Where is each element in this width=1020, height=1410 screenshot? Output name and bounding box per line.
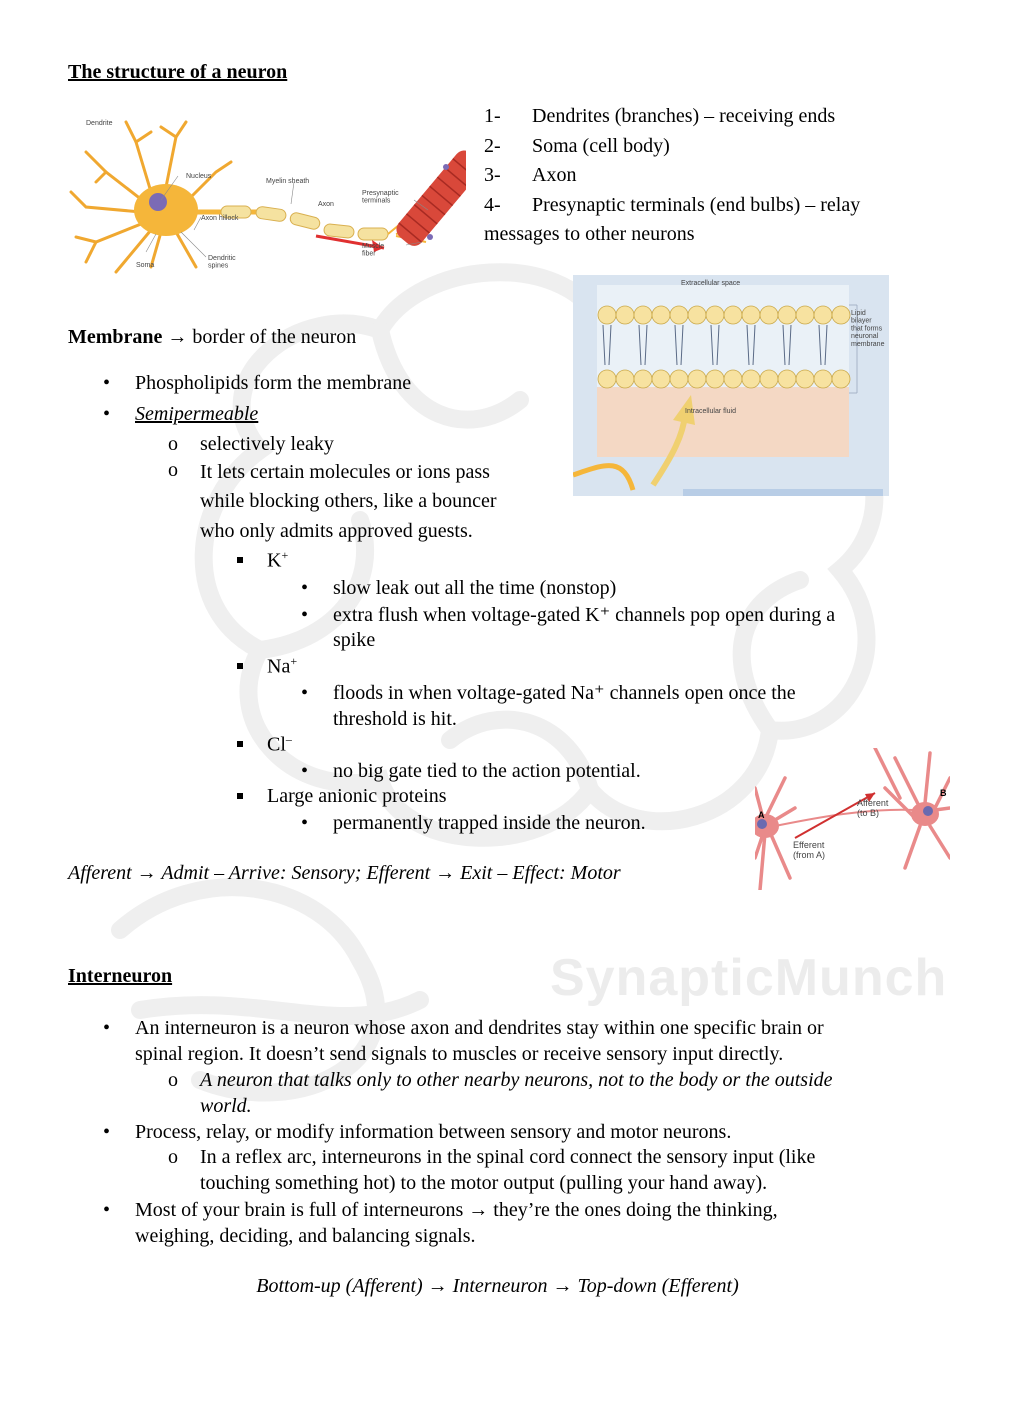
arrow-icon: → xyxy=(167,326,188,348)
list-item: • Semipermeable xyxy=(135,402,565,428)
label-soma: Soma xyxy=(136,262,155,269)
square-bullet-icon xyxy=(237,557,243,563)
list-item: 2- Soma (cell body) xyxy=(484,134,670,157)
interneuron-b2 xyxy=(103,1120,915,1146)
label-afferent: Afferent (to B) xyxy=(857,798,889,818)
bullet-icon: • xyxy=(301,760,309,782)
membrane-def: border of the neuron xyxy=(192,326,357,348)
label-presynaptic: Presynaptic terminals xyxy=(362,190,399,205)
circle-bullet-icon: o xyxy=(168,1069,178,1091)
bullet-icon: • xyxy=(103,1017,111,1039)
membrane-bullets xyxy=(103,371,565,427)
list-item: 3- Axon xyxy=(484,164,577,186)
label-nucleus: Nucleus xyxy=(186,173,212,180)
list-item: • Process, relay, or modify information between sensory and motor neurons. xyxy=(135,1120,915,1146)
membrane-term: Membrane xyxy=(68,326,163,348)
list-item-continuation: messages to other neurons xyxy=(484,223,695,245)
page-title: The structure of a neuron xyxy=(68,61,288,83)
label-a: A xyxy=(758,810,765,820)
list-item: • slow leak out all the time (nonstop) xyxy=(333,576,913,602)
bullet-icon: • xyxy=(103,372,111,394)
square-bullet-icon xyxy=(237,793,243,799)
circle-bullet-icon: o xyxy=(168,1146,178,1168)
neuron-structure-figure xyxy=(66,112,466,277)
list-item: o selectively leaky xyxy=(200,432,560,458)
watermark-text: SynapticMunch xyxy=(550,949,948,1007)
ion-cl: Cl– xyxy=(267,732,292,758)
information-flow: Bottom-up (Afferent) → Interneuron → Top-down (Efferent) xyxy=(256,1275,739,1297)
interneuron-b1-sub xyxy=(168,1068,920,1119)
label-b: B xyxy=(940,788,947,798)
list-item: • floods in when voltage-gated Na⁺ channels open once the threshold is hit. xyxy=(301,682,796,730)
list-item: • permanently trapped inside the neuron. xyxy=(333,811,833,837)
membrane-figure xyxy=(573,275,889,496)
bullet-icon: • xyxy=(103,1199,111,1221)
afferent-efferent-mnemonic: Afferent → Admit – Arrive: Sensory; Efferent → Exit – Effect: Motor xyxy=(68,862,621,884)
bullet-icon: • xyxy=(103,402,111,425)
label-dendritic: Dendritic spines xyxy=(208,255,236,270)
list-item: 4- Presynaptic terminals (end bulbs) – relay xyxy=(484,193,861,216)
label-axon-hillock: Axon hillock xyxy=(201,215,239,222)
interneuron-b3 xyxy=(103,1198,915,1249)
list-item: 1- Dendrites (branches) – receiving ends xyxy=(484,105,836,127)
list-item: • Most of your brain is full of interneurons → they’re the ones doing the thinking, weighing, deciding, and balancing signals. xyxy=(103,1199,778,1247)
label-intracellular: Intracellular fluid xyxy=(685,408,736,415)
interneuron-b2-sub xyxy=(168,1145,920,1196)
square-bullet-icon xyxy=(237,741,243,747)
square-bullet-icon xyxy=(237,663,243,669)
interneuron-b1 xyxy=(103,1016,915,1067)
label-lipid-bilayer: Lipid bilayer that forms neuronal membrane xyxy=(851,310,885,348)
label-myelin: Myelin sheath xyxy=(266,178,310,185)
label-muscle: Muscle fiber xyxy=(362,243,385,258)
afferent-efferent-figure xyxy=(755,748,950,890)
circle-bullet-icon: o xyxy=(168,433,178,455)
list-item: o It lets certain molecules or ions pass while blocking others, like a bouncer who only admits approved guests. xyxy=(168,458,497,542)
list-item: • An interneuron is a neuron whose axon and dendrites stay within one specific brain or spinal region. It doesn’t send signals to muscles or receive sensory input directly. xyxy=(103,1017,824,1065)
semipermeable-subitems xyxy=(168,432,560,546)
ion-k-details xyxy=(301,576,913,654)
bullet-icon: • xyxy=(301,682,309,704)
bullet-icon: • xyxy=(301,812,309,834)
label-efferent: Efferent (from A) xyxy=(793,840,826,860)
list-item: • no big gate tied to the action potential. xyxy=(333,759,833,785)
ion-na: Na+ xyxy=(267,654,297,680)
label-axon: Axon xyxy=(318,201,334,208)
bullet-icon: • xyxy=(103,1121,111,1143)
ion-proteins: Large anionic proteins xyxy=(267,784,447,810)
parts-list xyxy=(484,104,1004,248)
ion-na-details xyxy=(301,681,913,732)
membrane-definition xyxy=(68,325,356,351)
label-extracellular: Extracellular space xyxy=(681,280,741,287)
circle-bullet-icon: o xyxy=(168,458,178,481)
label-dendrite: Dendrite xyxy=(86,120,113,127)
list-item: • Phospholipids form the membrane xyxy=(135,371,565,397)
list-item: • extra flush when voltage-gated K⁺ channels pop open during a spike xyxy=(301,603,836,652)
ion-k: K+ xyxy=(267,548,288,574)
bullet-icon: • xyxy=(301,577,309,599)
list-item: o In a reflex arc, interneurons in the spinal cord connect the sensory input (like touching something hot) to the motor output (pulling your hand away). xyxy=(168,1146,816,1194)
interneuron-title: Interneuron xyxy=(68,965,173,987)
list-item: o A neuron that talks only to other nearby neurons, not to the body or the outside world. xyxy=(168,1069,833,1117)
bullet-icon: • xyxy=(301,603,309,626)
